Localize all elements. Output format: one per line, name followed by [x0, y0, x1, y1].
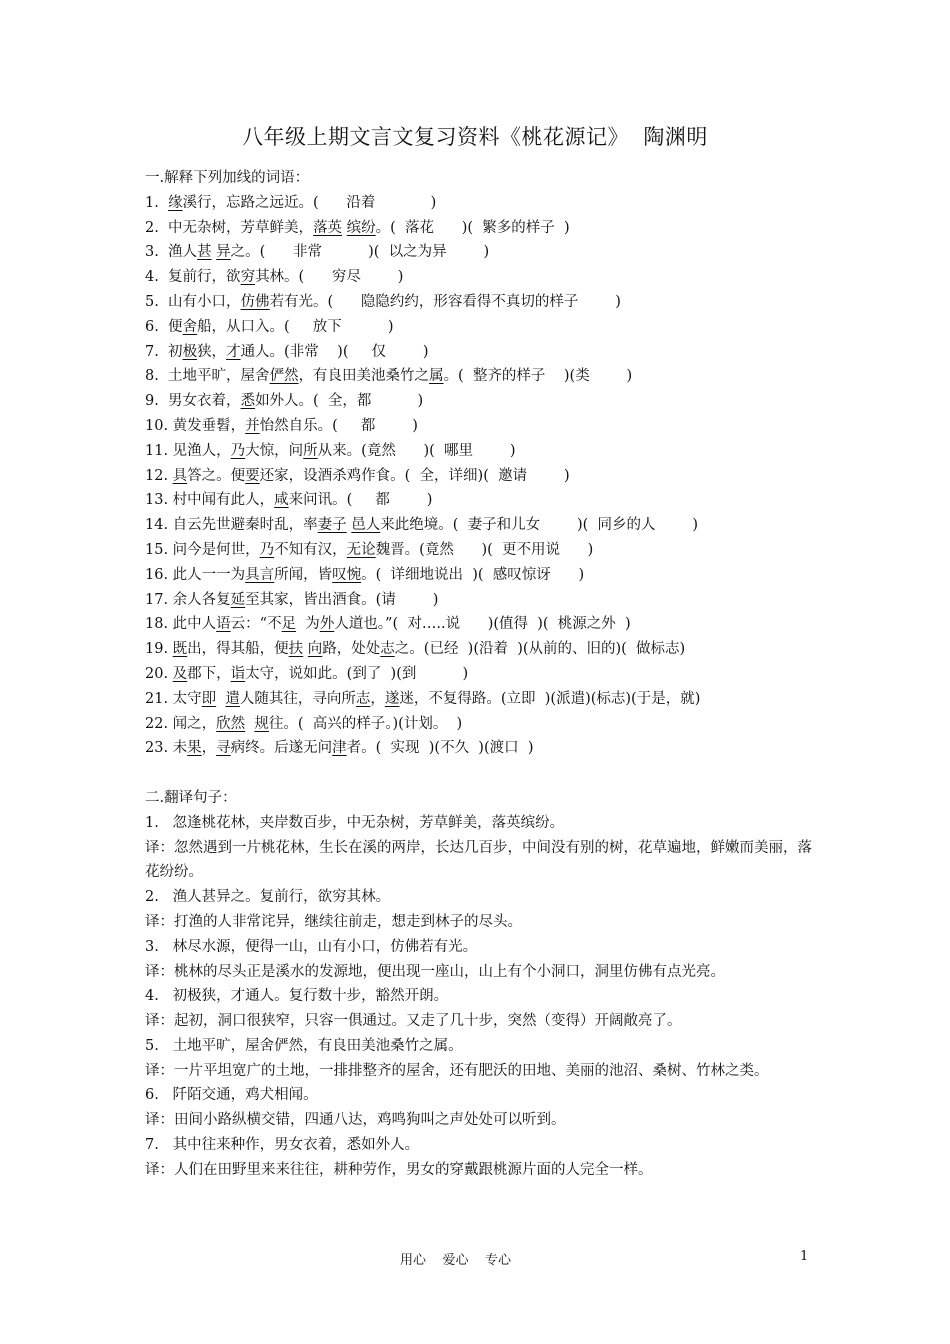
underlined-word: 才: [226, 343, 241, 360]
underlined-word: 异: [216, 244, 231, 261]
section-heading-translation: 二.翻译句子：: [145, 789, 237, 806]
vocab-item: 13. 村中闻有此人，咸来问讯。( 都 ): [145, 492, 433, 509]
translation-text: 译：打渔的人非常诧异，继续往前走，想走到林子的尽头。: [145, 913, 522, 930]
vocab-item: 23. 未果，寻病终。后遂无问津者。( 实现 )(不久 )(渡口 ): [145, 740, 534, 757]
source-sentence: 5. 土地平旷，屋舍俨然，有良田美池桑竹之属。: [145, 1037, 463, 1054]
underlined-word: 足: [281, 616, 297, 633]
vocab-item: 2. 中无杂树，芳草鲜美，落英 缤纷。( 落花 )( 繁多的样子 ): [145, 219, 570, 236]
vocab-item: 1. 缘溪行，忘路之远近。( 沿着 ): [145, 194, 437, 211]
document-body: [145, 166, 825, 1183]
vocab-item: 21. 太守即 遣人随其往，寻向所志，遂迷，不复得路。(立即 )(派遣)(标志)(于是，就): [145, 690, 701, 707]
underlined-word: 甚: [197, 244, 212, 261]
underlined-word: 缤纷: [346, 219, 376, 236]
section-heading-vocabulary: 一.解释下列加线的词语：: [145, 170, 310, 186]
underlined-word: 遂: [384, 690, 400, 707]
vocab-item: 19. 既出，得其船，便扶 向路，处处志之。(已经 )(沿着 )(从前的、旧的)( 做标志): [145, 641, 686, 658]
underlined-word: 要: [245, 467, 260, 484]
underlined-word: 具言: [245, 566, 275, 583]
vocab-item: 20. 及郡下，诣太守，说如此。(到了 )(到 ): [145, 665, 469, 682]
section-spacer: [145, 761, 825, 786]
translation-text: 译：忽然遇到一片桃花林，生长在溪的两岸，长达几百步，中间没有别的树，花草遍地，鲜嫩而美丽，落花纷纷。: [145, 839, 812, 881]
vocab-item: 11. 见渔人，乃大惊，问所从来。(竟然 )( 哪里 ): [145, 442, 516, 459]
underlined-word: 津: [332, 740, 347, 757]
underlined-word: 语: [216, 616, 231, 633]
vocab-item: 14. 自云先世避秦时乱，率妻子 邑人来此绝境。( 妻子和儿女 )( 同乡的人 ): [145, 517, 699, 534]
translation-text: 译：一片平坦宽广的土地，一排排整齐的屋舍，还有肥沃的田地、美丽的池沼、桑树、竹林之类。: [145, 1062, 769, 1079]
vocab-item: 3. 渔人甚 异之。( 非常 )( 以之为异 ): [145, 244, 490, 261]
underlined-word: 寻: [216, 740, 231, 757]
vocab-item: 6. 便舍船，从口入。( 放下 ): [145, 318, 394, 335]
vocab-item: 12. 具答之。便要还家，设酒杀鸡作食。( 全，详细)( 邀请 ): [145, 467, 570, 484]
underlined-word: 所: [303, 442, 318, 459]
underlined-word: 诣: [230, 665, 246, 682]
underlined-word: 悉: [240, 393, 256, 410]
vocab-item: 17. 余人各复延至其家，皆出酒食。(请 ): [145, 591, 439, 608]
translation-text: 译：人们在田野里来来往往，耕种劳作，男女的穿戴跟桃源片面的人完全一样。: [145, 1161, 653, 1178]
underlined-word: 外: [319, 616, 335, 633]
footer-text: 用心 爱心 专心: [400, 1253, 512, 1268]
source-sentence: 7. 其中往来种作，男女衣着，悉如外人。: [145, 1137, 420, 1154]
translation-text: 译：田间小路纵横交错，四通八达，鸡鸣狗叫之声处处可以听到。: [145, 1112, 566, 1129]
underlined-word: 属: [429, 368, 444, 385]
vocab-item: 5. 山有小口，仿佛若有光。( 隐隐约约，形容看得不真切的样子 ): [145, 293, 621, 310]
source-sentence: 1. 忽逢桃花林，夹岸数百步，中无杂树，芳草鲜美，落英缤纷。: [145, 814, 565, 831]
underlined-word: 俨然: [269, 368, 299, 385]
vocab-item: 7. 初极狭，才通人。(非常 )( 仅 ): [145, 343, 429, 360]
vocab-item: 15. 问今是何世，乃不知有汉，无论魏晋。(竟然 )( 更不用说 ): [145, 541, 594, 558]
underlined-word: 极: [182, 343, 198, 360]
source-sentence: 2. 渔人甚异之。复前行，欲穷其林。: [145, 889, 391, 906]
underlined-word: 即: [201, 690, 217, 707]
vocab-item: 9. 男女衣着，悉如外人。( 全，都 ): [145, 393, 424, 410]
vocab-item: 18. 此中人语云：“不足 为外人道也。”( 对…..说 )(值得 )( 桃源之外 ): [145, 616, 631, 633]
vocab-item: 4. 复前行，欲穷其林。( 穷尽 ): [145, 269, 404, 286]
underlined-word: 志: [355, 690, 371, 707]
underlined-word: 延: [230, 591, 246, 608]
underlined-word: 志: [380, 641, 395, 658]
underlined-word: 缘: [168, 194, 183, 211]
source-sentence: 4. 初极狭，才通人。复行数十步，豁然开朗。: [145, 988, 449, 1005]
underlined-word: 及: [172, 665, 188, 682]
translation-list: [145, 811, 825, 1183]
underlined-word: 并: [245, 417, 260, 434]
underlined-word: 具: [172, 467, 188, 484]
underlined-word: 遣: [225, 690, 240, 707]
vocabulary-list: [145, 191, 825, 761]
underlined-word: 既: [172, 641, 188, 658]
underlined-word: 咸: [274, 492, 289, 509]
underlined-word: 扶: [288, 641, 304, 658]
underlined-word: 乃: [259, 541, 275, 558]
underlined-word: 舍: [182, 318, 198, 335]
underlined-word: 欣然: [216, 715, 246, 732]
underlined-word: 向: [307, 641, 323, 658]
underlined-word: 规: [254, 715, 269, 732]
vocab-item: 10. 黄发垂髫，并怡然自乐。( 都 ): [145, 417, 418, 434]
underlined-word: 穷: [240, 269, 256, 286]
underlined-word: 乃: [230, 442, 246, 459]
underlined-word: 妻子: [317, 517, 347, 534]
underlined-word: 叹惋: [332, 566, 362, 583]
vocab-item: 22. 闻之，欣然 规往。( 高兴的样子。)(计划。 ): [145, 715, 463, 732]
underlined-word: 果: [187, 740, 202, 757]
vocab-item: 8. 土地平旷，屋舍俨然，有良田美池桑竹之属。( 整齐的样子 )(类 ): [145, 368, 633, 385]
page-number: 1: [800, 1249, 809, 1264]
vocab-item: 16. 此人一一为具言所闻，皆叹惋。( 详细地说出 )( 感叹惊讶 ): [145, 566, 585, 583]
page-title: 八年级上期文言文复习资料《桃花源记》 陶渊明: [242, 125, 708, 149]
underlined-word: 邑人: [351, 517, 381, 534]
underlined-word: 无论: [346, 541, 376, 558]
source-sentence: 3. 林尽水源，便得一山，山有小口，仿佛若有光。: [145, 938, 478, 955]
source-sentence: 6. 阡陌交通，鸡犬相闻。: [145, 1087, 318, 1104]
translation-text: 译：起初，洞口很狭窄，只容一俱通过。又走了几十步，突然（变得）开阔敞亮了。: [145, 1013, 682, 1030]
translation-text: 译：桃林的尽头正是溪水的发源地，便出现一座山，山上有个小洞口，洞里仿佛有点光亮。: [145, 963, 725, 980]
underlined-word: 仿佛: [240, 293, 270, 310]
underlined-word: 落英: [313, 219, 343, 236]
